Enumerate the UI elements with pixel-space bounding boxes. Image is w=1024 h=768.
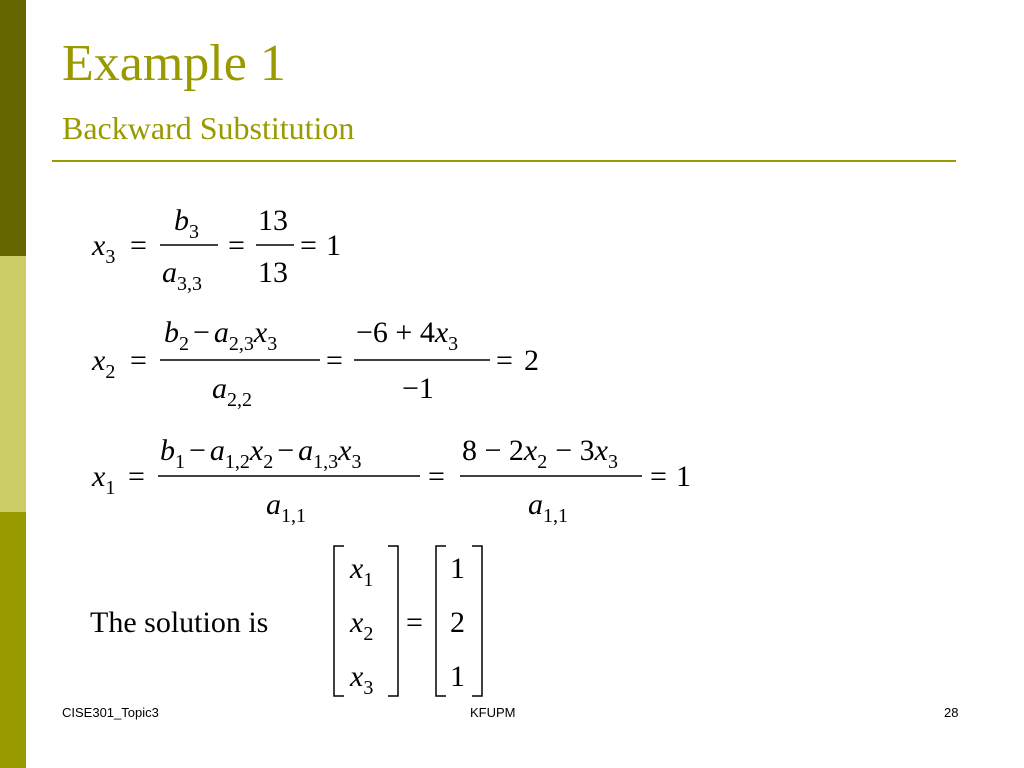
solution-label: The solution is bbox=[90, 606, 269, 639]
right-bracket bbox=[388, 546, 398, 696]
fraction-denominator: $a_{2,2}$ bbox=[212, 372, 252, 411]
equals-sign: = bbox=[228, 229, 245, 262]
vector-value: 1 bbox=[450, 552, 465, 585]
equals-sign: = bbox=[650, 460, 667, 493]
equation-x3 bbox=[91, 204, 341, 295]
right-bracket bbox=[472, 546, 482, 696]
footer-institution: KFUPM bbox=[470, 705, 516, 720]
fraction-numerator: $8 - 2x_2 - 3x_3$ bbox=[462, 434, 618, 473]
fraction-numerator: $b_1 - a_{1,2}x_2 - a_{1,3}x_3$ bbox=[160, 434, 362, 473]
svg-text:x1: $x_1$ bbox=[92, 460, 116, 499]
footer-course: CISE301_Topic3 bbox=[62, 705, 159, 720]
equation-x2 bbox=[91, 316, 539, 411]
svg-text:x2: $x_2$ bbox=[92, 344, 116, 383]
result-value: 1 bbox=[326, 229, 341, 262]
fraction-denominator: $a_{1,1}$ bbox=[266, 488, 306, 527]
fraction-denominator: $a_{1,1}$ bbox=[528, 488, 568, 527]
fraction-denominator: 13 bbox=[258, 256, 288, 289]
equals-sign: = bbox=[128, 460, 145, 493]
footer-page-number: 28 bbox=[944, 705, 959, 720]
equals-sign: = bbox=[406, 606, 423, 639]
result-value: 1 bbox=[676, 460, 691, 493]
slide-subtitle: Backward Substitution bbox=[62, 110, 355, 146]
fraction-numerator: 13 bbox=[258, 204, 288, 237]
fraction-denominator: $a_{3,3}$ bbox=[162, 256, 202, 295]
equals-sign: = bbox=[496, 344, 513, 377]
left-bracket bbox=[334, 546, 344, 696]
vector-entry: $x_2$ bbox=[350, 606, 374, 645]
equals-sign: = bbox=[130, 344, 147, 377]
svg-text:x3: $x_3$ bbox=[92, 229, 116, 268]
equals-sign: = bbox=[326, 344, 343, 377]
equation-x1 bbox=[91, 434, 691, 527]
vector-value: 1 bbox=[450, 660, 465, 693]
vector-entry: $x_3$ bbox=[350, 660, 374, 699]
fraction-numerator: $b_2 - a_{2,3}x_3$ bbox=[164, 316, 278, 355]
equals-sign: = bbox=[130, 229, 147, 262]
slide-title: Example 1 bbox=[62, 35, 286, 92]
fraction-numerator: $-6 + 4x_3$ bbox=[356, 316, 459, 355]
equals-sign: = bbox=[428, 460, 445, 493]
result-value: 2 bbox=[524, 344, 539, 377]
equals-sign: = bbox=[300, 229, 317, 262]
fraction-denominator: −1 bbox=[402, 372, 434, 405]
left-bracket bbox=[436, 546, 446, 696]
solution-vector bbox=[90, 546, 482, 699]
vector-entry: $x_1$ bbox=[350, 552, 374, 591]
vector-value: 2 bbox=[450, 606, 465, 639]
fraction-numerator: $b_3$ bbox=[174, 204, 199, 243]
